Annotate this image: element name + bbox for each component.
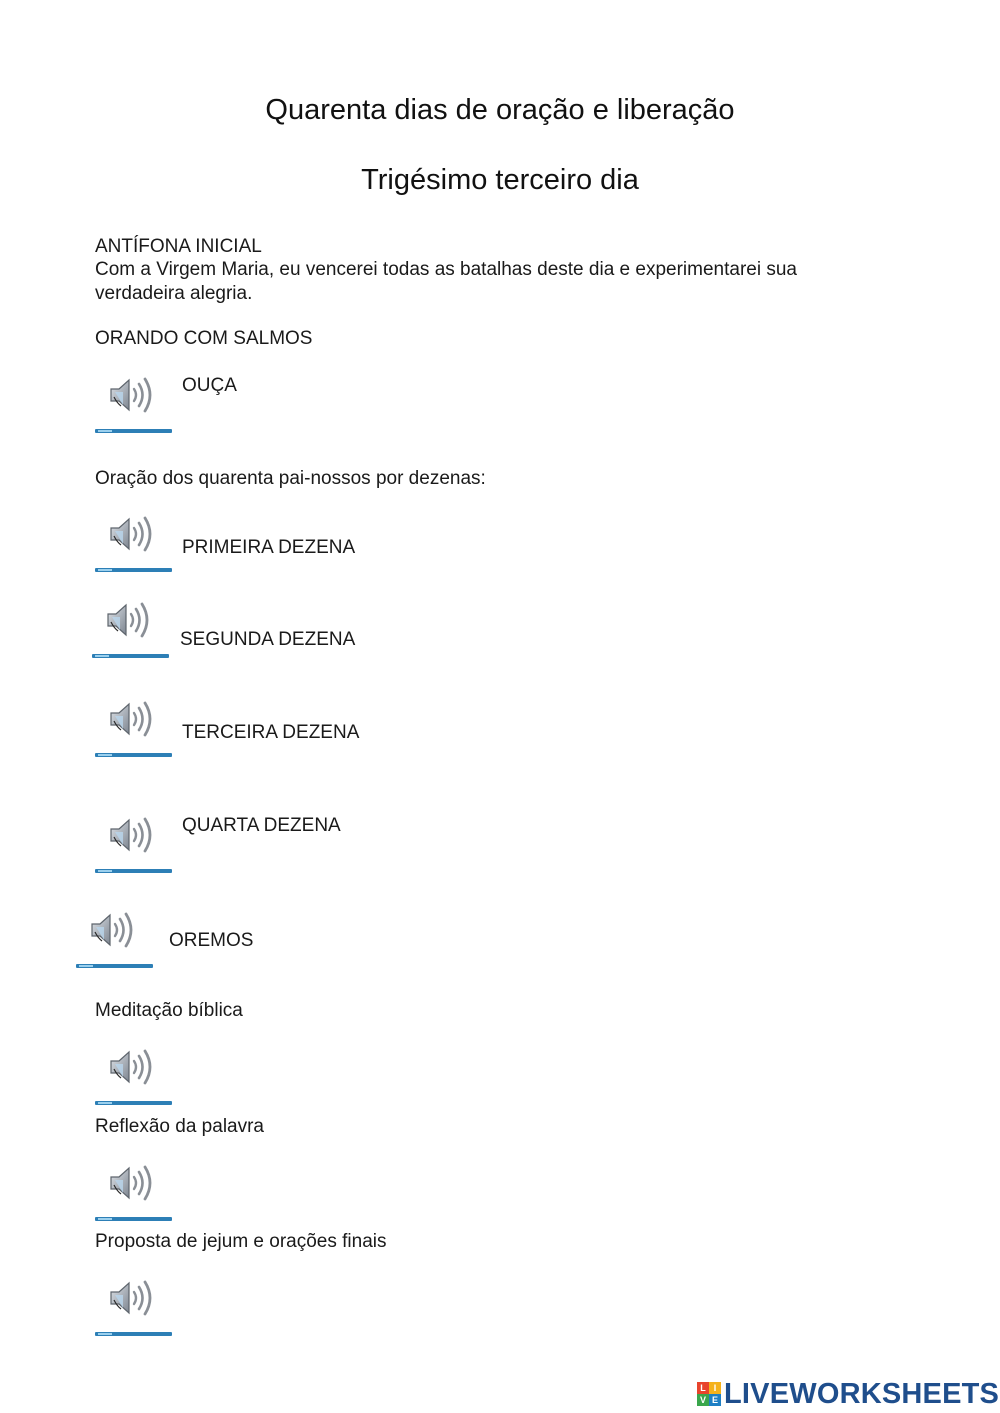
antiphon-heading: ANTÍFONA INICIAL <box>95 236 262 257</box>
brand-wordmark: LIVEWORKSHEETS <box>724 1377 1000 1410</box>
audio-progress-bar[interactable] <box>95 1217 172 1221</box>
logo-letter: V <box>697 1394 709 1406</box>
audio-progress-bar[interactable] <box>95 869 172 873</box>
decade-2-label: SEGUNDA DEZENA <box>180 629 356 650</box>
audio-progress-bar[interactable] <box>95 753 172 757</box>
antiphon-text: Com a Virgem Maria, eu vencerei todas as batalhas deste dia e experimentarei sua verdadeira alegria. <box>95 259 797 304</box>
audio-progress-bar[interactable] <box>76 964 153 968</box>
logo-letter: L <box>697 1382 709 1394</box>
audio-progress-bar[interactable] <box>92 654 169 658</box>
audio-progress-bar[interactable] <box>95 1332 172 1336</box>
audio-player-decade-2[interactable] <box>92 592 169 658</box>
logo-letter: E <box>709 1394 721 1406</box>
audio-progress-bar[interactable] <box>95 1101 172 1105</box>
audio-progress-bar[interactable] <box>95 568 172 572</box>
decade-4-label: QUARTA DEZENA <box>182 815 341 836</box>
audio-player-oremos[interactable] <box>76 902 153 968</box>
audio-progress-bar[interactable] <box>95 429 172 433</box>
section-meditation-heading: Meditação bíblica <box>95 1000 243 1021</box>
audio-player-fasting[interactable] <box>95 1270 172 1336</box>
section-reflection-heading: Reflexão da palavra <box>95 1116 264 1137</box>
oremos-label: OREMOS <box>169 930 254 951</box>
audio-player-reflection[interactable] <box>95 1155 172 1221</box>
liveworksheets-brand <box>697 1378 999 1410</box>
logo-letter: I <box>709 1382 721 1394</box>
audio-player-meditation[interactable] <box>95 1039 172 1105</box>
audio-player-decade-3[interactable] <box>95 691 172 757</box>
psalms-audio-label: OUÇA <box>182 375 237 396</box>
psalms-heading: ORANDO COM SALMOS <box>95 328 313 349</box>
audio-player-decade-1[interactable] <box>95 506 172 572</box>
decade-1-label: PRIMEIRA DEZENA <box>182 537 356 558</box>
page-title: Quarenta dias de oração e liberação <box>265 94 735 126</box>
section-fasting-heading: Proposta de jejum e orações finais <box>95 1231 387 1252</box>
liveworksheets-logo-icon <box>697 1382 721 1406</box>
audio-player-psalms[interactable] <box>95 367 172 433</box>
decades-heading: Oração dos quarenta pai-nossos por dezenas: <box>95 468 486 489</box>
decade-3-label: TERCEIRA DEZENA <box>182 722 360 743</box>
audio-player-decade-4[interactable] <box>95 807 172 873</box>
page-subtitle: Trigésimo terceiro dia <box>361 164 639 196</box>
